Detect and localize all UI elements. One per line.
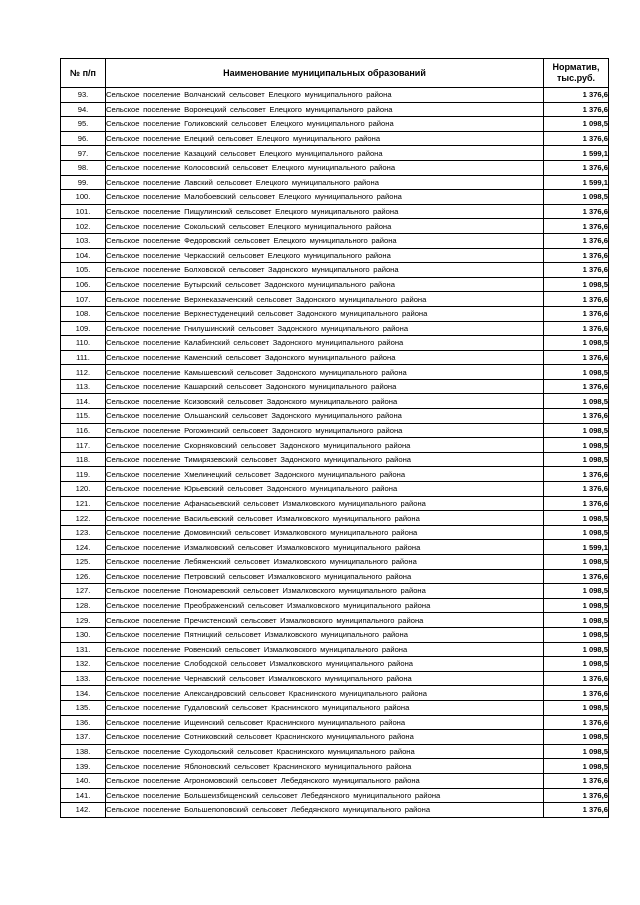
row-number: 135. (61, 700, 106, 715)
row-value: 1 599,1 (544, 540, 609, 555)
row-name: Сельское поселение Чернавский сельсовет Измалковского муниципального района (106, 671, 544, 686)
row-number: 116. (61, 423, 106, 438)
row-name: Сельское поселение Пятницкий сельсовет Измалковского муниципального района (106, 627, 544, 642)
table-row (61, 263, 609, 278)
row-value: 1 376,6 (544, 788, 609, 803)
row-name: Сельское поселение Каменский сельсовет Задонского муниципального района (106, 350, 544, 365)
row-name: Сельское поселение Агрономовский сельсовет Лебедянского муниципального района (106, 773, 544, 788)
row-number: 103. (61, 233, 106, 248)
row-number: 119. (61, 467, 106, 482)
row-value: 1 098,5 (544, 642, 609, 657)
row-name: Сельское поселение Бутырский сельсовет Задонского муниципального района (106, 277, 544, 292)
row-value: 1 376,6 (544, 671, 609, 686)
row-number: 129. (61, 613, 106, 628)
row-name: Сельское поселение Черкасский сельсовет Елецкого муниципального района (106, 248, 544, 263)
row-value: 1 599,1 (544, 146, 609, 161)
row-number: 112. (61, 365, 106, 380)
row-value: 1 098,5 (544, 117, 609, 132)
row-value: 1 376,6 (544, 292, 609, 307)
row-name: Сельское поселение Волчанский сельсовет Елецкого муниципального района (106, 88, 544, 103)
row-value: 1 098,5 (544, 394, 609, 409)
row-number: 139. (61, 759, 106, 774)
table-row (61, 744, 609, 759)
table-row (61, 365, 609, 380)
table-row (61, 117, 609, 132)
row-number: 121. (61, 496, 106, 511)
row-value: 1 376,6 (544, 496, 609, 511)
row-name: Сельское поселение Большеизбищенский сельсовет Лебедянского муниципального района (106, 788, 544, 803)
table-row (61, 759, 609, 774)
row-value: 1 098,5 (544, 598, 609, 613)
row-number: 110. (61, 336, 106, 351)
row-name: Сельское поселение Колосовский сельсовет Елецкого муниципального района (106, 160, 544, 175)
row-name: Сельское поселение Ровенский сельсовет Измалковского муниципального района (106, 642, 544, 657)
row-number: 130. (61, 627, 106, 642)
table-row (61, 379, 609, 394)
table-body (61, 88, 609, 818)
row-number: 142. (61, 803, 106, 818)
row-name: Сельское поселение Казацкий сельсовет Елецкого муниципального района (106, 146, 544, 161)
table-header (61, 59, 609, 88)
row-number: 122. (61, 511, 106, 526)
row-value: 1 098,5 (544, 511, 609, 526)
table-row (61, 598, 609, 613)
table-row (61, 350, 609, 365)
table-row (61, 540, 609, 555)
row-name: Сельское поселение Скорняковский сельсовет Задонского муниципального района (106, 438, 544, 453)
row-value: 1 098,5 (544, 730, 609, 745)
row-number: 114. (61, 394, 106, 409)
row-name: Сельское поселение Голиковский сельсовет Елецкого муниципального района (106, 117, 544, 132)
header-name: Наименование муниципальных образований (106, 59, 544, 88)
row-value: 1 376,6 (544, 204, 609, 219)
row-value: 1 376,6 (544, 467, 609, 482)
row-value: 1 376,6 (544, 321, 609, 336)
row-value: 1 376,6 (544, 686, 609, 701)
row-number: 102. (61, 219, 106, 234)
table-row (61, 482, 609, 497)
row-number: 98. (61, 160, 106, 175)
row-name: Сельское поселение Яблоновский сельсовет Краснинского муниципального района (106, 759, 544, 774)
row-value: 1 376,6 (544, 803, 609, 818)
row-name: Сельское поселение Ксизовский сельсовет Задонского муниципального района (106, 394, 544, 409)
row-number: 133. (61, 671, 106, 686)
row-name: Сельское поселение Верхнеказаченский сельсовет Задонского муниципального района (106, 292, 544, 307)
row-value: 1 599,1 (544, 175, 609, 190)
row-value: 1 098,5 (544, 438, 609, 453)
row-number: 125. (61, 555, 106, 570)
table-row (61, 657, 609, 672)
row-name: Сельское поселение Суходольский сельсовет Краснинского муниципального района (106, 744, 544, 759)
row-number: 131. (61, 642, 106, 657)
row-name: Сельское поселение Кашарский сельсовет Задонского муниципального района (106, 379, 544, 394)
row-name: Сельское поселение Афанасьевский сельсовет Измалковского муниципального района (106, 496, 544, 511)
row-name: Сельское поселение Рогожинский сельсовет Задонского муниципального района (106, 423, 544, 438)
row-name: Сельское поселение Васильевский сельсовет Измалковского муниципального района (106, 511, 544, 526)
table-row (61, 671, 609, 686)
row-value: 1 376,6 (544, 306, 609, 321)
row-number: 106. (61, 277, 106, 292)
row-value: 1 376,6 (544, 482, 609, 497)
row-number: 120. (61, 482, 106, 497)
row-value: 1 376,6 (544, 102, 609, 117)
table-row (61, 219, 609, 234)
row-number: 136. (61, 715, 106, 730)
row-number: 104. (61, 248, 106, 263)
row-number: 128. (61, 598, 106, 613)
row-number: 123. (61, 525, 106, 540)
row-value: 1 098,5 (544, 613, 609, 628)
row-number: 99. (61, 175, 106, 190)
row-name: Сельское поселение Гудаловский сельсовет Краснинского муниципального района (106, 700, 544, 715)
table-row (61, 584, 609, 599)
row-value: 1 376,6 (544, 350, 609, 365)
row-number: 93. (61, 88, 106, 103)
row-number: 117. (61, 438, 106, 453)
table-row (61, 496, 609, 511)
row-name: Сельское поселение Болховской сельсовет Задонского муниципального района (106, 263, 544, 278)
row-name: Сельское поселение Пищулинский сельсовет Елецкого муниципального района (106, 204, 544, 219)
table-row (61, 525, 609, 540)
row-number: 97. (61, 146, 106, 161)
row-number: 107. (61, 292, 106, 307)
table-row (61, 409, 609, 424)
row-name: Сельское поселение Сотниковский сельсовет Краснинского муниципального района (106, 730, 544, 745)
header-value: Норматив, тыс.руб. (544, 59, 609, 88)
row-number: 109. (61, 321, 106, 336)
row-number: 138. (61, 744, 106, 759)
row-value: 1 098,5 (544, 452, 609, 467)
table-row (61, 438, 609, 453)
table-row (61, 131, 609, 146)
table-row (61, 292, 609, 307)
row-name: Сельское поселение Хмелинецкий сельсовет Задонского муниципального района (106, 467, 544, 482)
row-value: 1 098,5 (544, 759, 609, 774)
row-name: Сельское поселение Лебяженский сельсовет Измалковского муниципального района (106, 555, 544, 570)
table-row (61, 321, 609, 336)
row-name: Сельское поселение Александровский сельсовет Краснинского муниципального района (106, 686, 544, 701)
table-row (61, 555, 609, 570)
row-value: 1 376,6 (544, 715, 609, 730)
row-value: 1 098,5 (544, 700, 609, 715)
table-row (61, 642, 609, 657)
row-value: 1 098,5 (544, 525, 609, 540)
row-name: Сельское поселение Сокольский сельсовет Елецкого муниципального района (106, 219, 544, 234)
row-name: Сельское поселение Пречистенский сельсовет Измалковского муниципального района (106, 613, 544, 628)
row-name: Сельское поселение Пономаревский сельсовет Измалковского муниципального района (106, 584, 544, 599)
table-row (61, 627, 609, 642)
table-row (61, 190, 609, 205)
table-row (61, 233, 609, 248)
table-row (61, 700, 609, 715)
row-name: Сельское поселение Тимирязевский сельсовет Задонского муниципального района (106, 452, 544, 467)
row-name: Сельское поселение Гнилушинский сельсовет Задонского муниципального района (106, 321, 544, 336)
table-row (61, 452, 609, 467)
row-number: 124. (61, 540, 106, 555)
row-number: 101. (61, 204, 106, 219)
table-row (61, 803, 609, 818)
row-name: Сельское поселение Лавский сельсовет Елецкого муниципального района (106, 175, 544, 190)
row-value: 1 376,6 (544, 409, 609, 424)
row-number: 140. (61, 773, 106, 788)
row-value: 1 098,5 (544, 423, 609, 438)
row-value: 1 376,6 (544, 379, 609, 394)
table-row (61, 788, 609, 803)
row-value: 1 376,6 (544, 88, 609, 103)
table-row (61, 686, 609, 701)
row-name: Сельское поселение Федоровский сельсовет Елецкого муниципального района (106, 233, 544, 248)
row-name: Сельское поселение Елецкий сельсовет Елецкого муниципального района (106, 131, 544, 146)
table-row (61, 175, 609, 190)
row-value: 1 376,6 (544, 248, 609, 263)
row-number: 115. (61, 409, 106, 424)
row-value: 1 098,5 (544, 627, 609, 642)
table-row (61, 88, 609, 103)
row-value: 1 098,5 (544, 584, 609, 599)
table-row (61, 146, 609, 161)
row-number: 94. (61, 102, 106, 117)
row-name: Сельское поселение Ищеинский сельсовет Краснинского муниципального района (106, 715, 544, 730)
row-number: 108. (61, 306, 106, 321)
row-value: 1 098,5 (544, 365, 609, 380)
table-row (61, 336, 609, 351)
table-row (61, 102, 609, 117)
row-number: 134. (61, 686, 106, 701)
header-number: № п/п (61, 59, 106, 88)
table-row (61, 248, 609, 263)
table-row (61, 306, 609, 321)
row-number: 96. (61, 131, 106, 146)
row-number: 111. (61, 350, 106, 365)
table-row (61, 394, 609, 409)
row-name: Сельское поселение Юрьевский сельсовет Задонского муниципального района (106, 482, 544, 497)
row-name: Сельское поселение Калабинский сельсовет Задонского муниципального района (106, 336, 544, 351)
normatives-table (60, 58, 609, 818)
table-row (61, 423, 609, 438)
table-row (61, 511, 609, 526)
row-value: 1 098,5 (544, 657, 609, 672)
row-name: Сельское поселение Измалковский сельсовет Измалковского муниципального района (106, 540, 544, 555)
row-name: Сельское поселение Большепоповский сельсовет Лебедянского муниципального района (106, 803, 544, 818)
row-value: 1 098,5 (544, 555, 609, 570)
table-row (61, 160, 609, 175)
row-name: Сельское поселение Слободской сельсовет Измалковского муниципального района (106, 657, 544, 672)
row-value: 1 376,6 (544, 773, 609, 788)
row-number: 141. (61, 788, 106, 803)
row-number: 95. (61, 117, 106, 132)
row-name: Сельское поселение Преображенский сельсовет Измалковского муниципального района (106, 598, 544, 613)
row-value: 1 098,5 (544, 190, 609, 205)
row-number: 113. (61, 379, 106, 394)
row-value: 1 376,6 (544, 131, 609, 146)
row-number: 126. (61, 569, 106, 584)
row-name: Сельское поселение Ольшанский сельсовет Задонского муниципального района (106, 409, 544, 424)
row-name: Сельское поселение Петровский сельсовет Измалковского муниципального района (106, 569, 544, 584)
row-number: 137. (61, 730, 106, 745)
row-number: 132. (61, 657, 106, 672)
row-value: 1 098,5 (544, 744, 609, 759)
row-number: 105. (61, 263, 106, 278)
row-name: Сельское поселение Камышевский сельсовет Задонского муниципального района (106, 365, 544, 380)
row-number: 100. (61, 190, 106, 205)
row-value: 1 376,6 (544, 233, 609, 248)
table-row (61, 773, 609, 788)
row-value: 1 376,6 (544, 219, 609, 234)
table-row (61, 277, 609, 292)
row-value: 1 098,5 (544, 277, 609, 292)
row-number: 127. (61, 584, 106, 599)
row-name: Сельское поселение Малобоевский сельсовет Елецкого муниципального района (106, 190, 544, 205)
table-row (61, 613, 609, 628)
table-row (61, 569, 609, 584)
table-row (61, 730, 609, 745)
table-row (61, 467, 609, 482)
row-value: 1 376,6 (544, 263, 609, 278)
table-row (61, 204, 609, 219)
row-name: Сельское поселение Воронецкий сельсовет Елецкого муниципального района (106, 102, 544, 117)
row-number: 118. (61, 452, 106, 467)
row-name: Сельское поселение Верхнестуденецкий сельсовет Задонского муниципального района (106, 306, 544, 321)
row-value: 1 376,6 (544, 160, 609, 175)
row-value: 1 098,5 (544, 336, 609, 351)
table-row (61, 715, 609, 730)
row-value: 1 376,6 (544, 569, 609, 584)
row-name: Сельское поселение Домовинский сельсовет Измалковского муниципального района (106, 525, 544, 540)
